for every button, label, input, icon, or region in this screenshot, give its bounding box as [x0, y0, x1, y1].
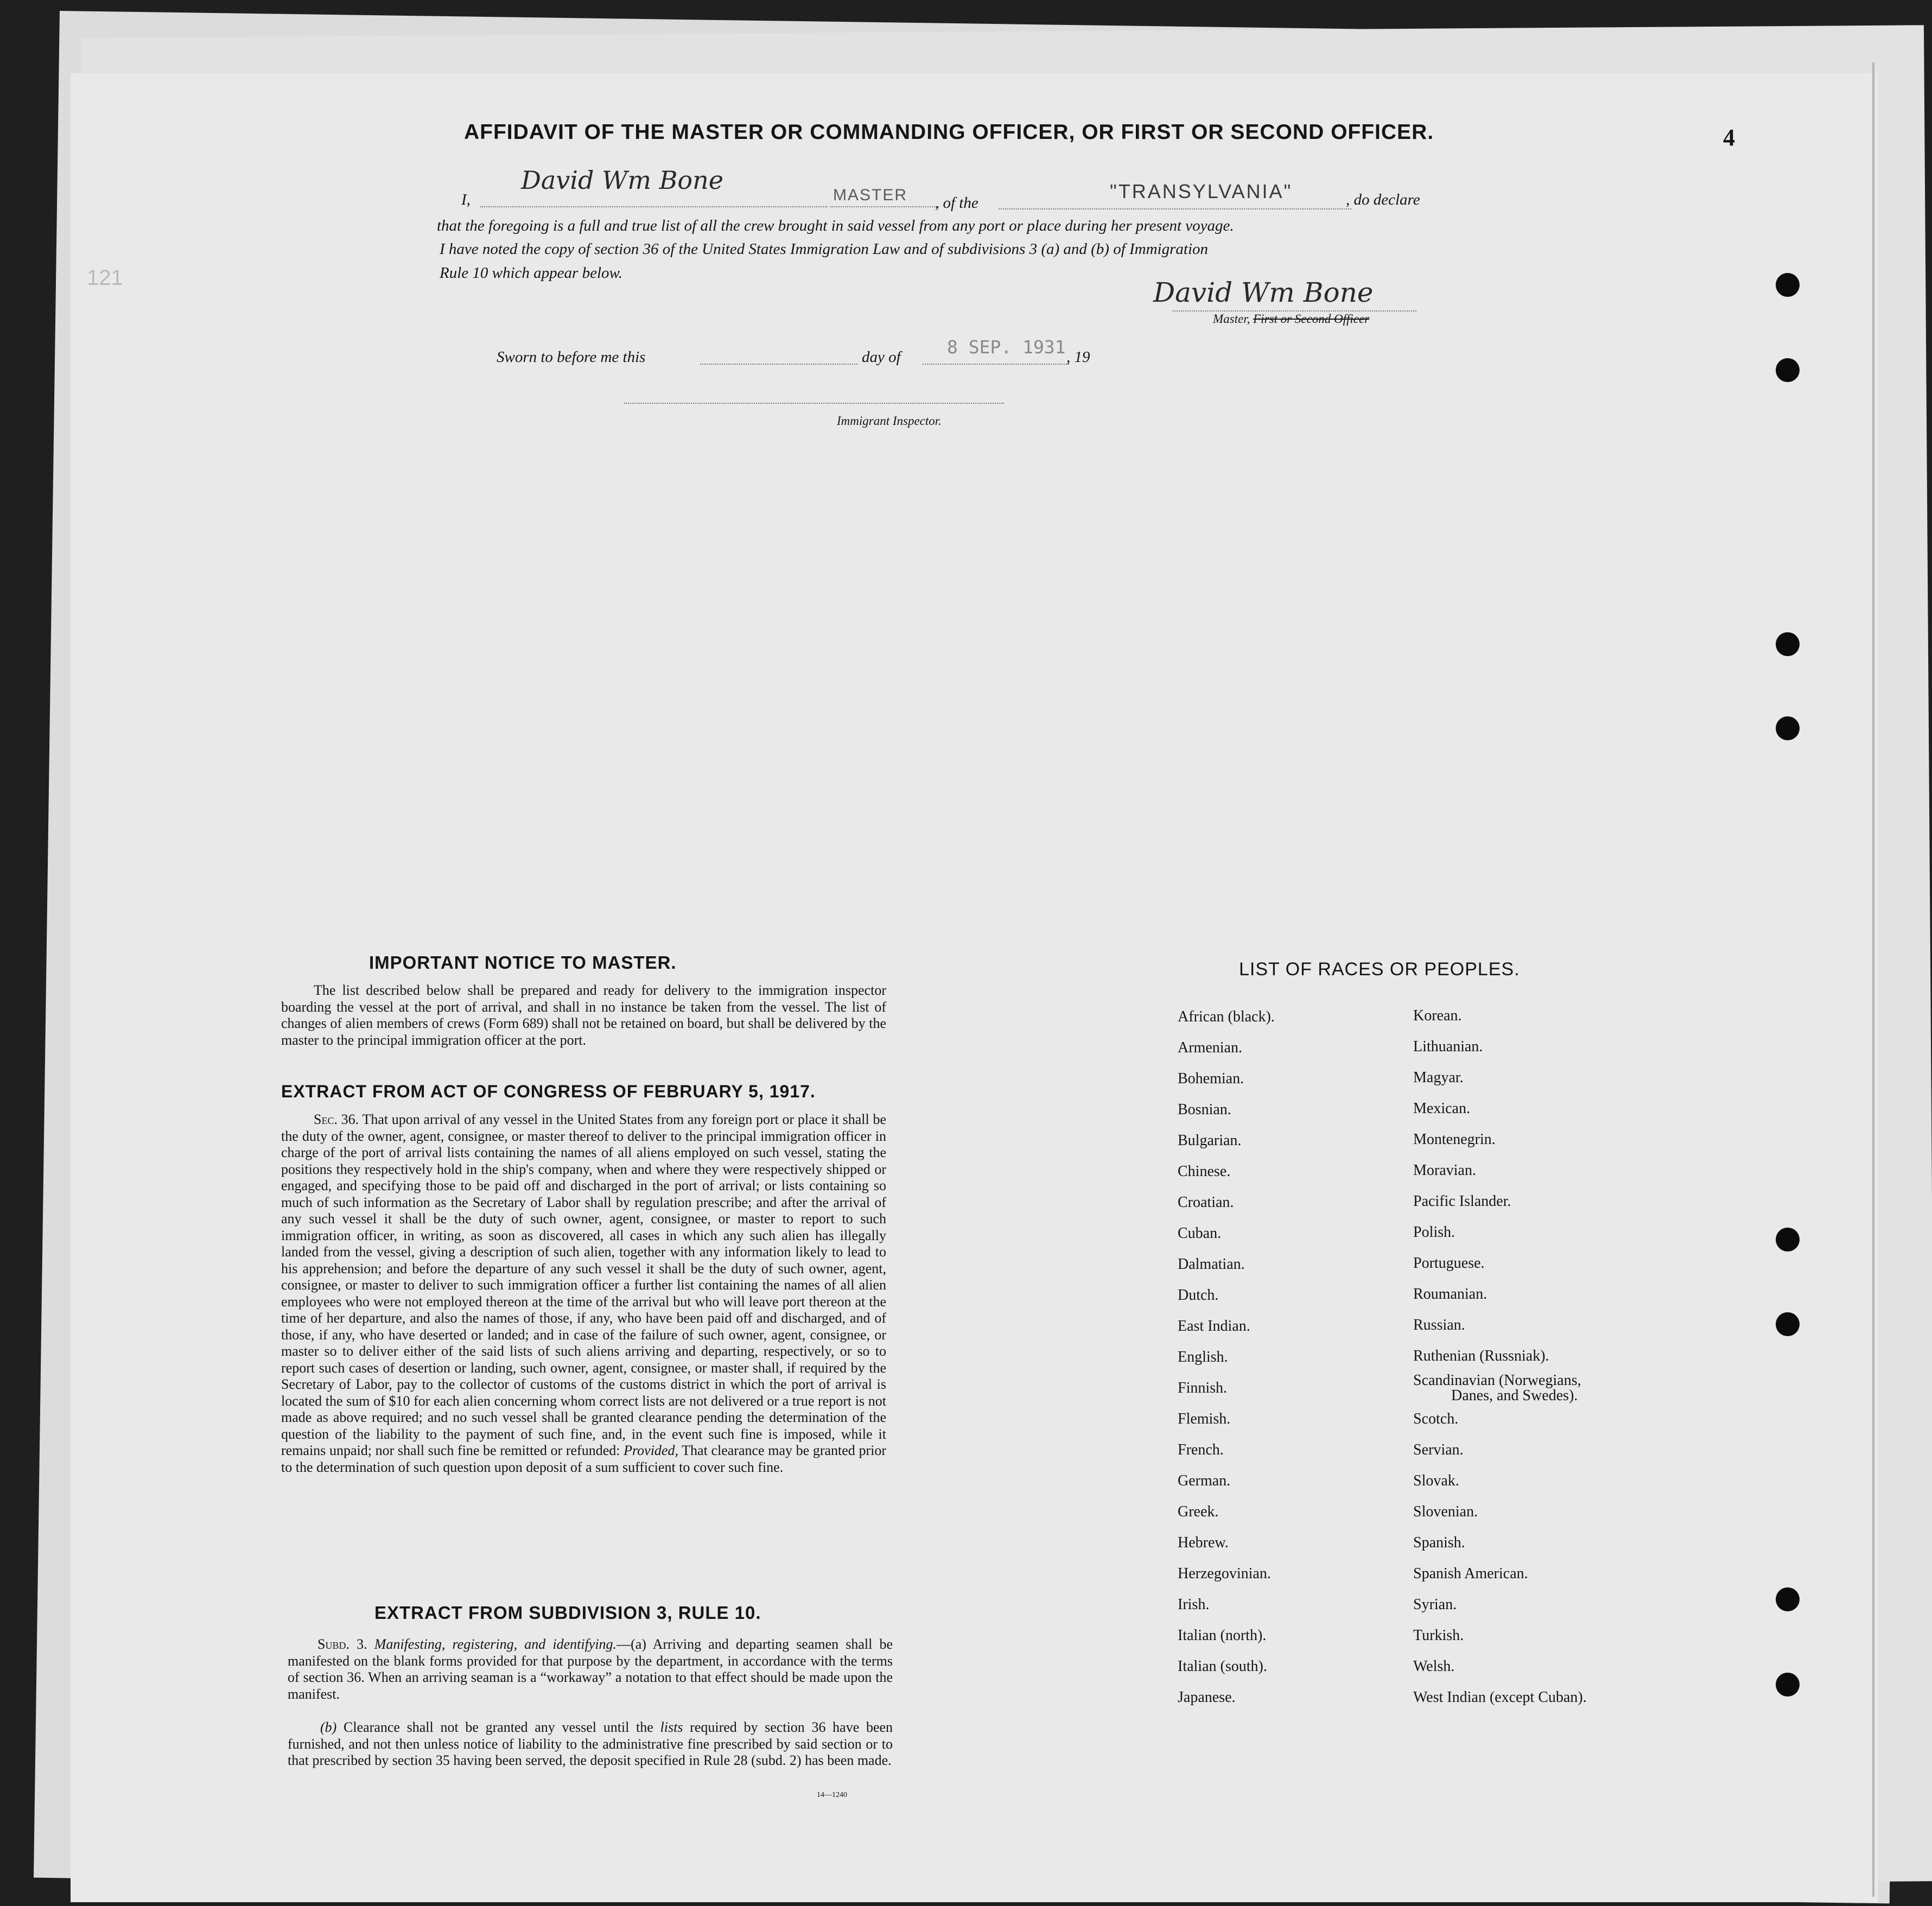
rule-para-b: [288, 1719, 893, 1769]
rule-para-b-label: (b): [320, 1719, 337, 1735]
race-item: Pacific Islander.: [1413, 1193, 1511, 1210]
race-item: Slovak.: [1413, 1472, 1459, 1489]
rule-subd-italic: Manifesting, registering, and identifying.: [374, 1636, 617, 1652]
races-right-column: [1413, 1000, 1587, 1713]
race-item: Syrian.: [1413, 1596, 1457, 1613]
ship-underline: [999, 208, 1351, 209]
rule-subd-label: Subd. 3.: [317, 1636, 367, 1652]
rule-title: EXTRACT FROM SUBDIVISION 3, RULE 10.: [374, 1603, 761, 1623]
race-item: Korean.: [1413, 1007, 1462, 1024]
punch-hole: [1776, 1312, 1800, 1336]
act-text: [281, 1111, 886, 1476]
affidavit-line2: that the foregoing is a full and true list of all the crew brought in said vessel from any port or place during her present voyage.: [437, 217, 1234, 234]
race-item: Magyar.: [1413, 1069, 1464, 1086]
name-underline: [480, 206, 828, 207]
signature-underline: [1172, 310, 1416, 312]
race-item: Montenegrin.: [1413, 1131, 1496, 1148]
rule-para-b-2: required by section 36 have been furnished, and not then unless notice of liability to the administrative fine prescribed by said section or to that prescribed by section 35 having been served, the deposit specified in Rule 28 (subd. 2) has been made.: [288, 1719, 893, 1768]
notice-text: The list described below shall be prepared and ready for delivery to the immigration inspector boarding the vessel at the port of arrival, and shall in no instance be taken from the vessel. The list of changes of alien members of crews (Form 689) shall not be retained on board, but shall be delivered by the master to the principal immigration officer at the port.: [281, 982, 886, 1048]
race-item: Slovenian.: [1413, 1503, 1478, 1520]
notice-title: IMPORTANT NOTICE TO MASTER.: [369, 952, 677, 973]
date-stamp: 8 SEP. 1931: [947, 336, 1066, 358]
race-item: Irish.: [1178, 1596, 1210, 1613]
race-item: Portuguese.: [1413, 1255, 1485, 1272]
affidavit-do-declare: , do declare: [1346, 191, 1420, 208]
sworn-text: Sworn to before me this: [497, 348, 646, 366]
race-item: Italian (south).: [1178, 1658, 1267, 1675]
form-number: 14—1240: [817, 1791, 847, 1799]
race-item: Lithuanian.: [1413, 1038, 1483, 1055]
race-item: Turkish.: [1413, 1627, 1464, 1644]
act-body-end: That clearance may be granted prior to the determination of such question upon deposit of a sum sufficient to cover such fine.: [281, 1443, 886, 1475]
act-sec-label: Sec. 36.: [314, 1111, 359, 1127]
race-item: German.: [1178, 1472, 1231, 1489]
race-item: Japanese.: [1178, 1689, 1236, 1706]
races-left-column: [1178, 1001, 1275, 1713]
punch-hole: [1776, 1228, 1800, 1251]
race-item: Bosnian.: [1178, 1101, 1231, 1118]
punch-hole: [1776, 1587, 1800, 1611]
inspector-underline: [624, 403, 1004, 404]
act-provided: Provided,: [624, 1443, 678, 1458]
sworn-month-underline: [923, 364, 1069, 365]
rule-para-b-lists: lists: [660, 1719, 683, 1735]
race-item: Ruthenian (Russniak).: [1413, 1348, 1549, 1364]
race-item: African (black).: [1178, 1008, 1275, 1025]
race-item: Dutch.: [1178, 1287, 1219, 1304]
rank-field: MASTER: [833, 186, 908, 204]
race-item: Roumanian.: [1413, 1286, 1488, 1303]
race-item: Cuban.: [1178, 1225, 1222, 1242]
race-item: Servian.: [1413, 1441, 1464, 1458]
race-item: Scandinavian (Norwegians,: [1413, 1372, 1581, 1389]
affidavit-line1-prefix: I,: [461, 191, 471, 208]
page-mark: 4: [1723, 124, 1735, 151]
race-item: Flemish.: [1178, 1411, 1231, 1427]
name-handwritten: David Wm Bone: [521, 166, 723, 195]
race-item: Finnish.: [1178, 1380, 1228, 1396]
rule-para-a: [288, 1636, 893, 1702]
race-item: Greek.: [1178, 1503, 1219, 1520]
race-item: Welsh.: [1413, 1658, 1455, 1675]
caption-master: Master,: [1213, 312, 1250, 326]
punch-hole: [1776, 1673, 1800, 1697]
race-item: Russian.: [1413, 1317, 1465, 1333]
race-item: Scotch.: [1413, 1411, 1459, 1427]
sworn-day-of: day of: [862, 348, 901, 366]
affidavit-line3: I have noted the copy of section 36 of the United States Immigration Law and of subdivisions 3 (a) and (b) of Immigration: [440, 240, 1209, 258]
race-item: Mexican.: [1413, 1100, 1470, 1117]
rule-para-a-text: —(a) Arriving and departing seamen shall be manifested on the blank forms provided for that purpose by the department, in accordance with the terms of section 36. When an arriving seaman is a “workaway” a notation to that effect should be made upon the manifest.: [288, 1636, 893, 1702]
race-item: Moravian.: [1413, 1162, 1476, 1179]
races-title: LIST OF RACES OR PEOPLES.: [1239, 959, 1520, 980]
caption-struck-officer: First or Second Officer: [1253, 312, 1370, 326]
inspector-caption: Immigrant Inspector.: [837, 414, 942, 428]
race-item: Spanish.: [1413, 1534, 1465, 1551]
punch-hole: [1776, 632, 1800, 656]
ship-name: "TRANSYLVANIA": [1110, 180, 1293, 202]
punch-hole: [1776, 358, 1800, 382]
race-item: Hebrew.: [1178, 1534, 1229, 1551]
act-body: That upon arrival of any vessel in the United States from any foreign port or place it shall be the duty of the owner, agent, consignee, or master thereof to deliver to the principal immigration officer in charge of the port of arrival lists containing the names of all aliens employed on such vessel, stating the positions they respectively hold in the ship's company, when and where they were respectively shipped or engaged, and specifying those to be paid off and discharged in the port of arrival; or lists containing so much of such information as the Secretary of Labor shall by regulation prescribe; and after the arrival of any such vessel it shall be the duty of such owner, agent, consignee, or master to report to such immigration officer, in writing, as soon as discovered, all cases in which any such alien has illegally landed from the vessel, giving a description of such alien, together with any information likely to lead to his apprehension; and before the departure of any such vessel it shall be the duty of such owner, agent, consignee, or master to deliver to such immigration officer a further list containing the names of all alien employees who were not employed thereon at the time of the arrival but who will leave port thereon at the time of her departure, and also the names of those, if any, who have been paid off and discharged, and of those, if any, who have deserted or landed; and in case of the failure of such owner, agent, consignee, or master so to deliver either of the said lists of such aliens arriving and departing, respectively, or so to report such cases of desertion or landing, such owner, agent, consignee, or master shall, if required by the Secretary of Labor, pay to the collector of customs of the customs district in which the port of arrival is located the sum of $10 for each alien concerning whom correct lists are not delivered or a true report is not made as above required; and no such vessel shall be granted clearance pending the determination of the question of the liability to the payment of such fine, and, in the event such fine is imposed, while it remains unpaid; nor shall such fine be remitted or refunded:: [281, 1111, 886, 1458]
affidavit-title: AFFIDAVIT OF THE MASTER OR COMMANDING OFFICER, OR FIRST OR SECOND OFFICER.: [464, 120, 1434, 144]
race-item: Herzegovinian.: [1178, 1565, 1271, 1582]
race-item: Bulgarian.: [1178, 1132, 1242, 1149]
year-prefix: , 19: [1066, 348, 1090, 366]
sworn-day-underline: [700, 364, 857, 365]
master-signature: David Wm Bone: [1153, 277, 1374, 308]
page-edge: [1872, 62, 1874, 1897]
race-item: Croatian.: [1178, 1194, 1234, 1211]
rank-underline: [830, 206, 939, 207]
race-item: French.: [1178, 1441, 1224, 1458]
affidavit-line4: Rule 10 which appear below.: [440, 264, 622, 282]
rule-para-b-1: Clearance shall not be granted any vessel until the: [344, 1719, 653, 1735]
race-item: Spanish American.: [1413, 1565, 1528, 1582]
signature-caption: [1213, 312, 1369, 326]
race-item: West Indian (except Cuban).: [1413, 1689, 1587, 1706]
race-item: English.: [1178, 1349, 1228, 1365]
race-item: Italian (north).: [1178, 1627, 1267, 1644]
race-item: Danes, and Swedes).: [1451, 1387, 1578, 1404]
punch-hole: [1776, 716, 1800, 740]
race-item: Dalmatian.: [1178, 1256, 1245, 1273]
race-item: Polish.: [1413, 1224, 1456, 1241]
affidavit-of-the: , of the: [935, 194, 978, 212]
act-title: EXTRACT FROM ACT OF CONGRESS OF FEBRUARY 5, 1917.: [281, 1082, 816, 1101]
race-item: East Indian.: [1178, 1318, 1250, 1335]
race-item: Chinese.: [1178, 1163, 1231, 1180]
race-item: Armenian.: [1178, 1039, 1242, 1056]
punch-hole: [1776, 273, 1800, 297]
bleed-through-number: 121: [87, 266, 123, 290]
race-item: Bohemian.: [1178, 1070, 1244, 1087]
